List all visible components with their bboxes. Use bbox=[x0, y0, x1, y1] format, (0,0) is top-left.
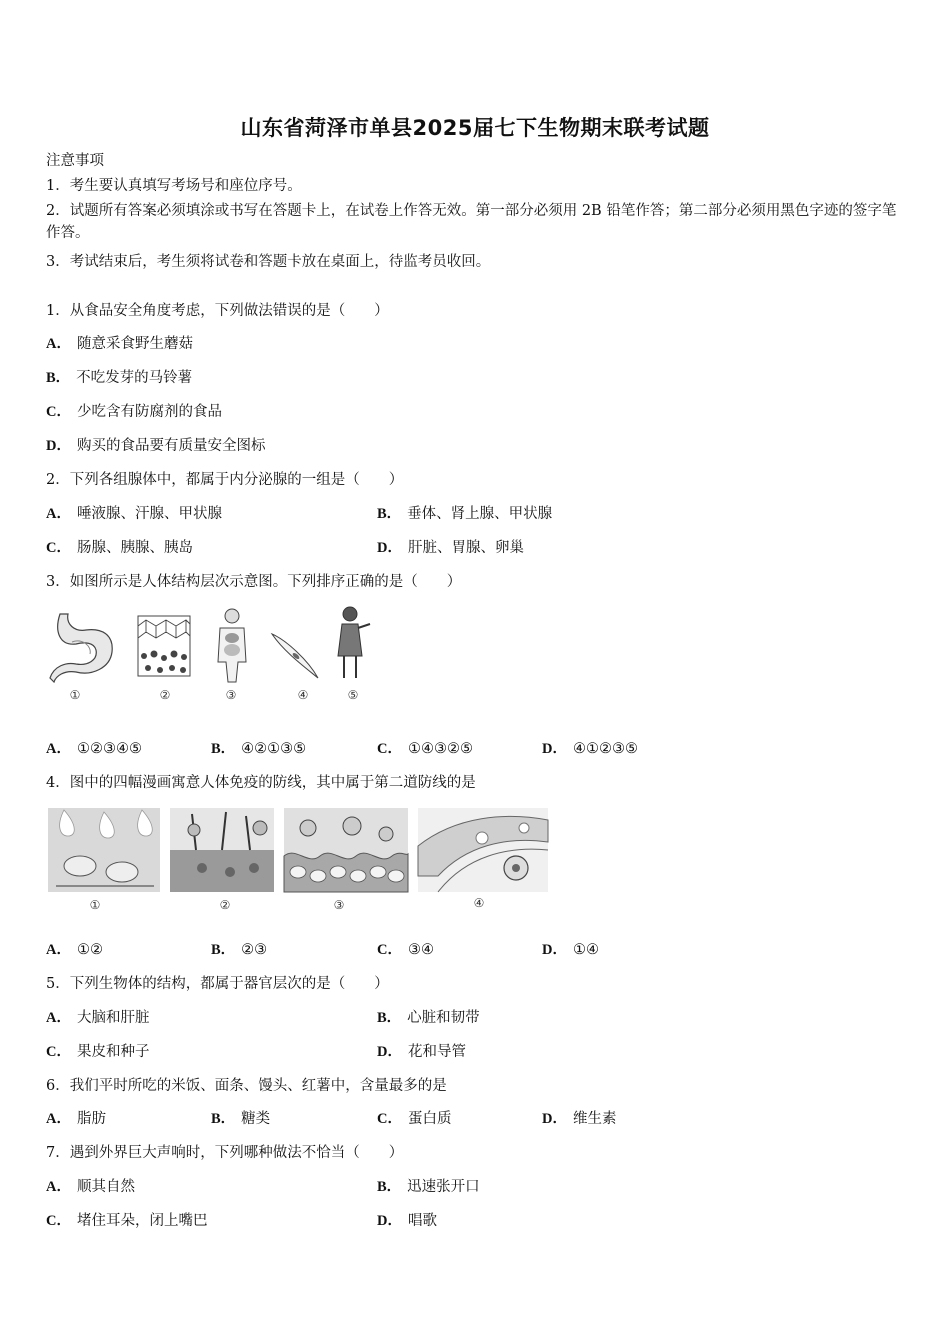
option-text: ①④③②⑤ bbox=[407, 741, 473, 757]
option-letter: B． bbox=[377, 506, 402, 522]
option-letter: D． bbox=[542, 942, 567, 958]
option-letter: D． bbox=[377, 1213, 402, 1229]
question-5-option-c bbox=[46, 1042, 149, 1062]
option-text: ③④ bbox=[407, 942, 434, 958]
option-letter: C． bbox=[46, 540, 71, 556]
option-text: 少吃含有防腐剂的食品 bbox=[76, 404, 222, 420]
option-text: 唱歌 bbox=[407, 1213, 437, 1229]
question-2-option-d bbox=[377, 538, 524, 558]
option-letter: C． bbox=[377, 741, 402, 757]
option-letter: A． bbox=[46, 1179, 71, 1195]
question-4-option-d bbox=[542, 940, 599, 960]
notice-item-1: 1．考生要认真填写考场号和座位序号。 bbox=[46, 178, 302, 194]
option-letter: C． bbox=[377, 942, 402, 958]
option-letter: D． bbox=[377, 540, 402, 556]
figure-label-5: ⑤ bbox=[347, 688, 359, 702]
option-letter: D． bbox=[377, 1044, 402, 1060]
figure-label-1: ① bbox=[89, 898, 101, 912]
option-text: 堵住耳朵，闭上嘴巴 bbox=[76, 1213, 208, 1229]
option-text: ①② bbox=[76, 942, 103, 958]
question-7-option-b bbox=[377, 1177, 480, 1197]
question-7-option-c bbox=[46, 1211, 207, 1231]
question-4-option-b bbox=[211, 940, 267, 960]
option-letter: B． bbox=[211, 1111, 236, 1127]
option-letter: B． bbox=[46, 370, 71, 386]
option-text: ①④ bbox=[572, 942, 599, 958]
option-text: 肠腺、胰腺、胰岛 bbox=[76, 540, 193, 556]
question-7-option-d bbox=[377, 1211, 437, 1231]
person-icon bbox=[338, 607, 370, 678]
muscle-cell-icon bbox=[272, 634, 318, 678]
defense-panel-4 bbox=[418, 808, 548, 892]
option-letter: C． bbox=[377, 1111, 402, 1127]
option-letter: B． bbox=[211, 741, 236, 757]
option-text: 购买的食品要有质量安全图标 bbox=[76, 438, 266, 454]
figure-label-4: ④ bbox=[297, 688, 309, 702]
question-1-option-c bbox=[46, 402, 222, 422]
question-6-option-a bbox=[46, 1109, 106, 1129]
figure-label-3: ③ bbox=[333, 898, 345, 912]
defense-panel-3 bbox=[284, 808, 408, 892]
option-text: ①②③④⑤ bbox=[76, 741, 142, 757]
option-letter: B． bbox=[377, 1179, 402, 1195]
question-7-stem: 7．遇到外界巨大声响时，下列哪种做法不恰当（ ） bbox=[46, 1145, 404, 1161]
option-letter: A． bbox=[46, 741, 71, 757]
figure-label-4: ④ bbox=[473, 896, 485, 910]
option-text: 花和导管 bbox=[407, 1044, 466, 1060]
question-2-option-c bbox=[46, 538, 193, 558]
option-letter: C． bbox=[46, 1044, 71, 1060]
notice-heading: 注意事项 bbox=[46, 153, 104, 169]
question-1-option-a bbox=[46, 334, 193, 354]
option-text: 肝脏、胃腺、卵巢 bbox=[407, 540, 524, 556]
option-letter: C． bbox=[46, 404, 71, 420]
question-5-option-a bbox=[46, 1008, 149, 1028]
option-text: 大脑和肝脏 bbox=[76, 1010, 150, 1026]
option-text: 心脏和韧带 bbox=[407, 1010, 480, 1026]
question-1-option-b bbox=[46, 368, 192, 388]
question-6-option-d bbox=[542, 1109, 616, 1129]
option-text: 脂肪 bbox=[76, 1111, 106, 1127]
question-4-option-c bbox=[377, 940, 434, 960]
option-letter: B． bbox=[211, 942, 236, 958]
stomach-icon bbox=[50, 614, 112, 682]
question-4-option-a bbox=[46, 940, 103, 960]
question-1-stem: 1．从食品安全角度考虑，下列做法错误的是（ ） bbox=[46, 303, 389, 319]
question-2-stem: 2．下列各组腺体中，都属于内分泌腺的一组是（ ） bbox=[46, 472, 404, 488]
question-3-option-a bbox=[46, 739, 142, 759]
option-letter: A． bbox=[46, 942, 71, 958]
question-2-option-a bbox=[46, 504, 222, 524]
option-text: 糖类 bbox=[241, 1111, 271, 1127]
figure-label-2: ② bbox=[159, 688, 171, 702]
defense-panel-2 bbox=[170, 808, 274, 892]
option-text: 果皮和种子 bbox=[76, 1044, 150, 1060]
notice-item-2: 2．试题所有答案必须填涂或书写在答题卡上，在试卷上作答无效。第一部分必须用 2B 铅笔作答；第二部分必须用黑色字迹的签字笔作答。 bbox=[46, 203, 897, 241]
option-letter: C． bbox=[46, 1213, 71, 1229]
option-letter: D． bbox=[542, 741, 567, 757]
option-text: 迅速张开口 bbox=[407, 1179, 480, 1195]
figure-label-1: ① bbox=[69, 688, 81, 702]
option-text: 顺其自然 bbox=[76, 1179, 135, 1195]
option-text: 唾液腺、汗腺、甲状腺 bbox=[76, 506, 222, 522]
page-title: 山东省菏泽市单县2025届七下生物期末联考试题 bbox=[240, 116, 710, 140]
body-structure-figure bbox=[46, 604, 376, 688]
option-letter: D． bbox=[542, 1111, 567, 1127]
question-3-stem: 3．如图所示是人体结构层次示意图。下列排序正确的是（ ） bbox=[46, 574, 462, 590]
option-text: ④②①③⑤ bbox=[241, 741, 307, 757]
question-7-option-a bbox=[46, 1177, 135, 1197]
option-text: 蛋白质 bbox=[407, 1111, 452, 1127]
question-5-option-d bbox=[377, 1042, 466, 1062]
question-3-option-c bbox=[377, 739, 473, 759]
option-text: 维生素 bbox=[572, 1111, 617, 1127]
question-6-option-b bbox=[211, 1109, 270, 1129]
tissue-icon bbox=[138, 616, 190, 676]
option-letter: A． bbox=[46, 1111, 71, 1127]
question-2-option-b bbox=[377, 504, 552, 524]
option-text: 不吃发芽的马铃薯 bbox=[76, 370, 193, 386]
option-letter: A． bbox=[46, 1010, 71, 1026]
notice-item-3: 3．考试结束后，考生须将试卷和答题卡放在桌面上，待监考员收回。 bbox=[46, 254, 491, 270]
human-system-icon bbox=[218, 609, 246, 682]
option-text: ②③ bbox=[241, 942, 268, 958]
option-text: 随意采食野生蘑菇 bbox=[76, 336, 193, 352]
option-letter: B． bbox=[377, 1010, 402, 1026]
figure-label-3: ③ bbox=[225, 688, 237, 702]
option-text: 垂体、肾上腺、甲状腺 bbox=[407, 506, 553, 522]
question-3-option-d bbox=[542, 739, 638, 759]
question-5-option-b bbox=[377, 1008, 480, 1028]
option-letter: D． bbox=[46, 438, 71, 454]
option-letter: A． bbox=[46, 506, 71, 522]
figure-label-2: ② bbox=[219, 898, 231, 912]
option-text: ④①②③⑤ bbox=[572, 741, 638, 757]
question-5-stem: 5．下列生物体的结构，都属于器官层次的是（ ） bbox=[46, 976, 389, 992]
option-letter: A． bbox=[46, 336, 71, 352]
question-1-option-d bbox=[46, 436, 265, 456]
question-6-option-c bbox=[377, 1109, 451, 1129]
immune-defense-figure bbox=[46, 806, 550, 894]
defense-panel-1 bbox=[48, 808, 160, 892]
question-3-option-b bbox=[211, 739, 306, 759]
question-4-stem: 4．图中的四幅漫画寓意人体免疫的防线，其中属于第二道防线的是 bbox=[46, 775, 476, 791]
question-6-stem: 6．我们平时所吃的米饭、面条、馒头、红薯中，含量最多的是 bbox=[46, 1078, 447, 1094]
